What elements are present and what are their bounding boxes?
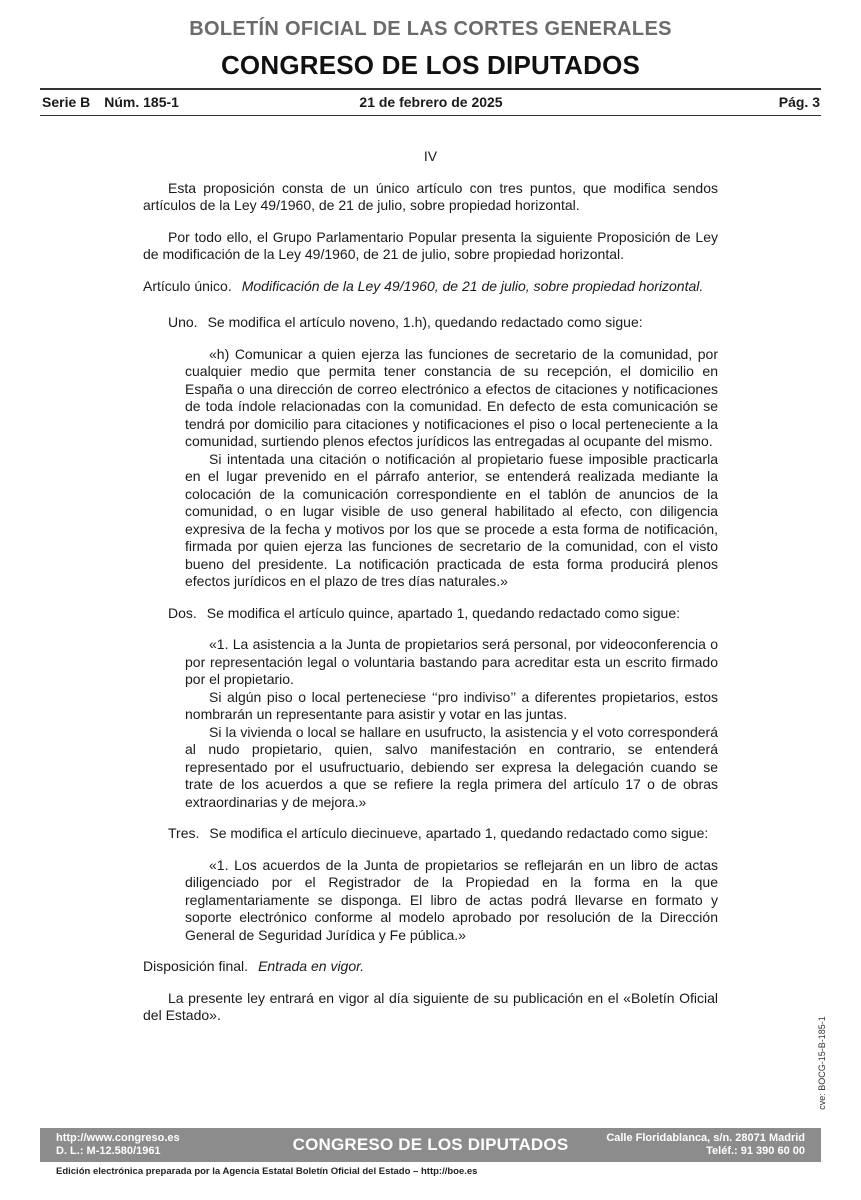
footer-bar xyxy=(40,1128,821,1162)
point-dos-text: Se modifica el artículo quince, apartado 1, quedando redactado como sigue: xyxy=(206,604,680,621)
quote-dos-paragraph: «1. La asistencia a la Junta de propietarios será personal, por videoconferencia o por representación legal o voluntaria bastando para acreditar esta un escrito firmado por el propietario. xyxy=(185,636,718,687)
article-heading xyxy=(143,278,718,296)
footer-phone: Teléf.: 91 390 60 00 xyxy=(706,1145,805,1157)
footer-center-title: CONGRESO DE LOS DIPUTADOS xyxy=(292,1135,569,1154)
header-rule-bottom xyxy=(40,115,821,116)
final-provision-title: Entrada en vigor. xyxy=(258,958,365,974)
quote-dos xyxy=(185,636,718,811)
point-tres xyxy=(143,825,718,843)
footer-right xyxy=(606,1132,805,1158)
quote-dos-paragraph: Si algún piso o local perteneciese ‘‘pro indiviso’’ a diferentes propietarios, estos nombrarán un representante para asistir y votar en las juntas. xyxy=(185,688,718,722)
cve-text: cve: BOCG-15-B-185-1 xyxy=(817,1015,827,1110)
header-date: 21 de febrero de 2025 xyxy=(359,94,503,110)
point-uno xyxy=(143,314,718,332)
header-rule-top xyxy=(40,88,821,90)
cve-code xyxy=(814,1010,830,1115)
header-meta xyxy=(42,94,820,114)
point-dos-label: Dos. xyxy=(168,604,197,621)
quote-uno-paragraph: «h) Comunicar a quien ejerza las funciones de secretario de la comunidad, por cualquier medio que permita tener constancia de su recepción, el domicilio en España o una dirección de correo electrónico a efectos de citaciones y notificaciones de toda índole relacionadas con la comunidad. En defecto de esta comunicación se tendrá por domicilio para citaciones y notificaciones el piso o local perteneciente a la comunidad, surtiendo plenos efectos jurídicos las entregadas al ocupante del mismo. xyxy=(185,345,718,449)
footer-url[interactable]: http://www.congreso.es xyxy=(56,1132,180,1144)
paragraph-presentation: Por todo ello, el Grupo Parlamentario Popular presenta la siguiente Proposición de Ley de modificación de la Ley 49/1960, de 21 de julio, sobre propiedad horizontal. xyxy=(143,228,718,262)
point-dos xyxy=(143,605,718,623)
footer-address: Calle Floridablanca, s/n. 28071 Madrid xyxy=(606,1132,805,1144)
footer-legal-deposit: D. L.: M-12.580/1961 xyxy=(56,1145,161,1157)
point-tres-label: Tres. xyxy=(168,825,200,841)
paragraph-intro: Esta proposición consta de un único artículo con tres puntos, que modifica sendos artículos de la Ley 49/1960, de 21 de julio, sobre propiedad horizontal. xyxy=(143,179,718,213)
point-tres-text: Se modifica el artículo diecinueve, apartado 1, quedando redactado como sigue: xyxy=(209,825,709,841)
quote-uno-paragraph: Si intentada una citación o notificación al propietario fuese imposible practicarla en el lugar prevenido en el párrafo anterior, se entenderá realizada mediante la colocación de la comunicación correspondiente en el tablón de anuncios de la comunidad, o en lugar visible de uso general habilitado al efecto, con diligencia expresiva de la fecha y motivos por los que se procede a esta forma de notificación, firmada por quien ejerza las funciones de secretario de la comunidad, con el visto bueno del presidente. La notificación practicada de esta forma producirá plenos efectos jurídicos en el plazo de tres días naturales.» xyxy=(185,450,718,589)
boletin-title: BOLETÍN OFICIAL DE LAS CORTES GENERALES xyxy=(189,18,672,40)
header-page: Pág. 3 xyxy=(778,94,820,110)
document-body xyxy=(143,148,718,1025)
header-serie: Serie B xyxy=(42,94,91,110)
header-series-number xyxy=(42,94,179,110)
footer-edition-note: Edición electrónica preparada por la Agencia Estatal Boletín Oficial del Estado – http://boe.es xyxy=(56,1166,478,1177)
final-provision-text: La presente ley entrará en vigor al día siguiente de su publicación en el «Boletín Oficial del Estado». xyxy=(143,989,718,1023)
quote-tres xyxy=(185,857,718,945)
quote-tres-paragraph: «1. Los acuerdos de la Junta de propietarios se reflejarán en un libro de actas diligenciado por el Registrador de la Propiedad en la forma en la que reglamentariamente se disponga. El libro de actas podrá llevarse en formato y soporte electrónico conforme al modelo aprobado por resolución de la Dirección General de Seguridad Jurídica y Fe pública.» xyxy=(185,856,718,943)
header-numero: Núm. 185-1 xyxy=(104,94,179,110)
congreso-title: CONGRESO DE LOS DIPUTADOS xyxy=(220,50,641,80)
point-uno-label: Uno. xyxy=(168,314,198,330)
section-numeral: IV xyxy=(423,148,438,164)
point-uno-text: Se modifica el artículo noveno, 1.h), quedando redactado como sigue: xyxy=(207,314,643,330)
final-provision-label: Disposición final. xyxy=(143,958,249,974)
article-title: Modificación de la Ley 49/1960, de 21 de julio, sobre propiedad horizontal. xyxy=(241,277,704,294)
final-provision-heading xyxy=(143,958,718,976)
quote-uno xyxy=(185,346,718,591)
article-label: Artículo único. xyxy=(143,277,232,294)
quote-dos-paragraph: Si la vivienda o local se hallare en usufructo, la asistencia y el voto corresponderá al nudo propietario, quien, salvo manifestación en contrario, se entenderá representado por el usufructuario, debiendo ser expresa la delegación cuando se trate de los acuerdos a que se refiere la regla primera del artículo 17 o de obras extraordinarias y de mejora.» xyxy=(185,723,718,810)
